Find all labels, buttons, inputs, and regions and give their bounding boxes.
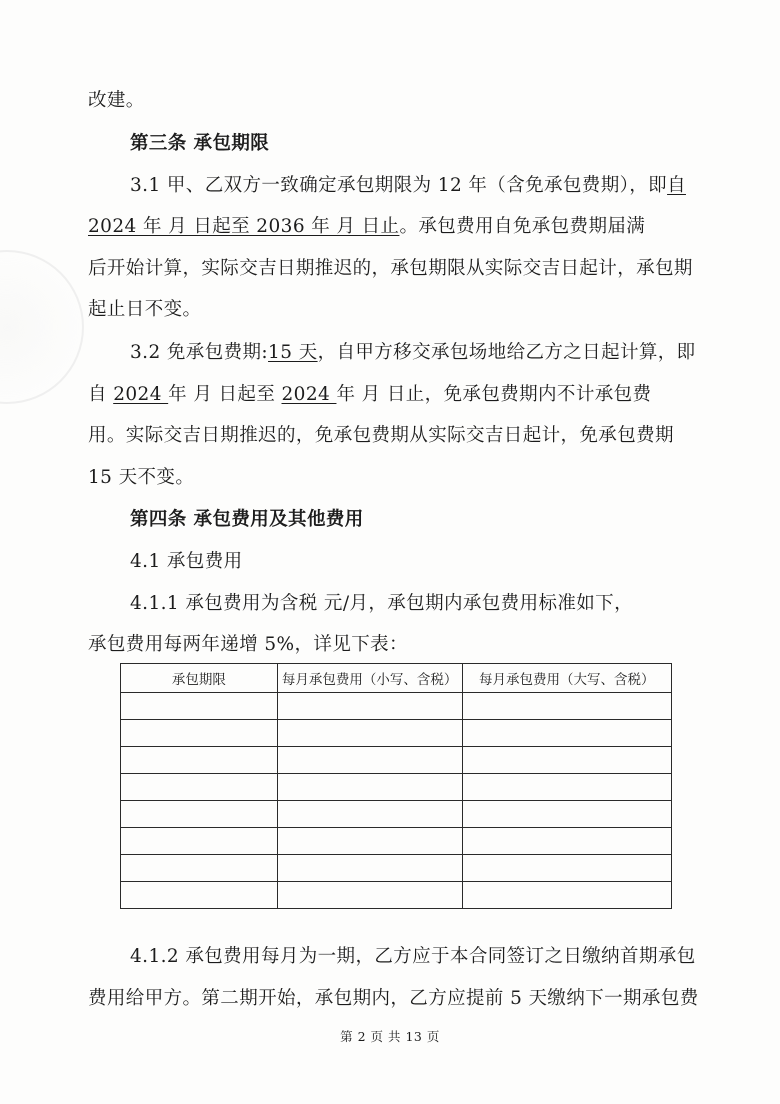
table-cell	[277, 855, 462, 882]
column-header-term: 承包期限	[121, 664, 278, 693]
text-line: 改建。	[88, 90, 145, 111]
table-cell	[462, 855, 672, 882]
table-row	[121, 747, 672, 774]
table-cell	[277, 774, 462, 801]
table-cell	[462, 801, 672, 828]
text-line: 起止日不变。	[88, 299, 202, 320]
text-line: 15 天不变。	[88, 467, 195, 488]
table-cell	[462, 747, 672, 774]
text-line: 4.1 承包费用	[130, 551, 243, 572]
table-cell	[277, 882, 462, 909]
text-line: 4.1.1 承包费用为含税 元/月，承包期内承包费用标准如下，	[130, 593, 633, 614]
column-header-monthly-fee-written: 每月承包费用（大写、含税）	[462, 664, 672, 693]
table-header-row	[121, 664, 672, 693]
table-cell	[121, 720, 278, 747]
underlined-text: 自	[667, 175, 686, 196]
table-cell	[277, 693, 462, 720]
table-cell	[121, 855, 278, 882]
table-body	[121, 693, 672, 909]
table-cell	[121, 882, 278, 909]
table-cell	[462, 720, 672, 747]
table-row	[121, 720, 672, 747]
table-cell	[277, 828, 462, 855]
text-line	[130, 173, 693, 199]
table-cell	[277, 747, 462, 774]
underlined-text: 2024 年 月 日起至 2036 年 月 日止	[88, 216, 400, 237]
table-cell	[121, 828, 278, 855]
table-cell	[121, 774, 278, 801]
column-header-monthly-fee-numeric: 每月承包费用（小写、含税）	[277, 664, 462, 693]
table-row	[121, 801, 672, 828]
text-line: 用。实际交吉日期推迟的，免承包费期从实际交吉日起计，免承包费期	[88, 425, 674, 446]
text-segment: ，自甲方移交承包场地给乙方之日起计算，即	[317, 342, 696, 363]
text-line: 后开始计算，实际交吉日期推迟的，承包期限从实际交吉日起计，承包期	[88, 258, 693, 279]
fee-schedule-table	[120, 663, 672, 909]
table-cell	[121, 801, 278, 828]
section-heading-4: 第四条 承包费用及其他费用	[130, 509, 364, 530]
table-row	[121, 693, 672, 720]
text-segment: 3.2 免承包费期:	[130, 342, 269, 363]
table-row	[121, 774, 672, 801]
table-row	[121, 855, 672, 882]
text-segment: 自	[88, 384, 114, 405]
table-cell	[462, 882, 672, 909]
underlined-text: 2024	[281, 384, 337, 405]
table-cell	[277, 801, 462, 828]
text-line: 4.1.2 承包费用每月为一期，乙方应于本合同签订之日缴纳首期承包	[130, 946, 696, 967]
table-cell	[121, 693, 278, 720]
faint-seal-stamp	[0, 250, 84, 404]
text-segment: 年 月 日起至	[168, 384, 282, 405]
text-line: 承包费用每两年递增 5%，详见下表：	[88, 634, 408, 655]
text-segment: 年 月 日止，免承包费期内不计承包费	[336, 384, 652, 405]
table-row	[121, 882, 672, 909]
text-line	[88, 382, 693, 408]
underlined-text: 15 天	[268, 342, 318, 363]
page-number-footer: 第 2 页 共 13 页	[340, 1029, 440, 1044]
table-cell	[462, 828, 672, 855]
text-line	[130, 340, 696, 366]
text-segment: 。承包费用自免承包费期届满	[399, 216, 646, 237]
text-line: 费用给甲方。第二期开始，承包期内，乙方应提前 5 天缴纳下一期承包费	[88, 988, 699, 1009]
section-heading-3: 第三条 承包期限	[130, 133, 270, 154]
table-cell	[462, 774, 672, 801]
table-row	[121, 828, 672, 855]
table-cell	[121, 747, 278, 774]
table-cell	[277, 720, 462, 747]
text-line	[88, 214, 693, 240]
text-segment: 3.1 甲、乙双方一致确定承包期限为 12 年（含免承包费期），即	[130, 175, 668, 196]
table-cell	[462, 693, 672, 720]
underlined-text: 2024	[113, 384, 169, 405]
